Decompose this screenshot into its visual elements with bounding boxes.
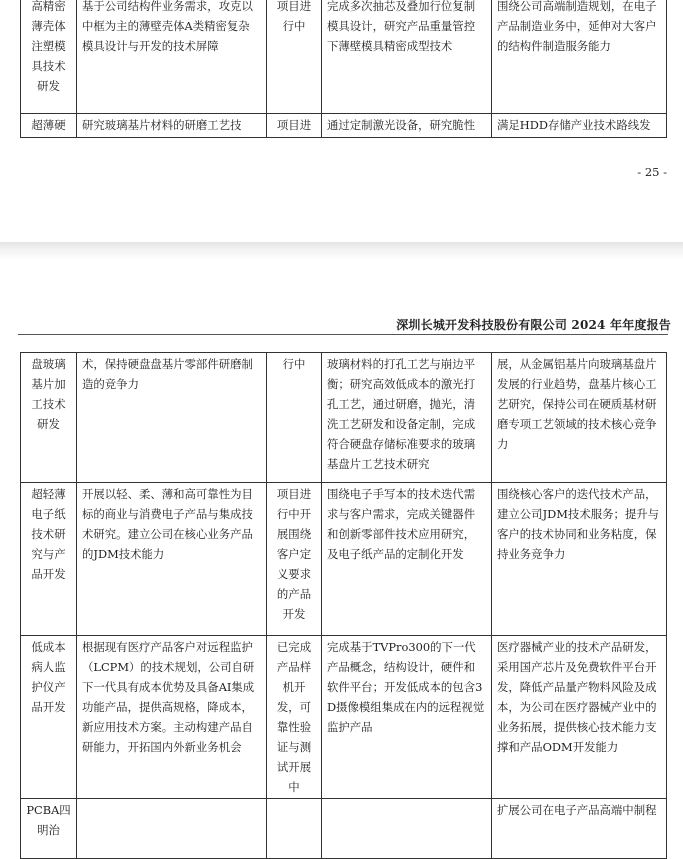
project-progress-cell: 围绕电子手写本的技术迭代需求与客户需求，完成关键器件和创新零部件技术应用研究，及电子纸产品的定制化开发 xyxy=(322,483,492,636)
table-row xyxy=(21,483,667,636)
project-status-cell: 行中 xyxy=(267,353,322,483)
project-progress-cell: 玻璃材料的打孔工艺与崩边平衡；研究高效低成本的激光打孔工艺，通过研磨，抛光，清洗工艺研发和设备定制，完成符合硬盘存储标准要求的玻璃基盘片工艺技术研究 xyxy=(322,353,492,483)
project-status-cell: 项目进行中开展围绕客户定义要求的产品开发 xyxy=(267,483,322,636)
header-rule xyxy=(18,334,668,335)
project-name-cell: PCBA四明治 xyxy=(21,799,77,859)
table-row xyxy=(21,353,667,483)
project-goal-cell: 研究玻璃基片材料的研磨工艺技 xyxy=(77,114,267,138)
project-name-cell: 超轻薄电子纸技术研究与产品开发 xyxy=(21,483,77,636)
project-status-cell xyxy=(267,799,322,859)
project-impact-cell: 满足HDD存储产业技术路线发 xyxy=(492,114,667,138)
project-goal-cell: 术，保持硬盘盘基片零部件研磨制造的竞争力 xyxy=(77,353,267,483)
project-status-cell: 项目进行中 xyxy=(267,0,322,114)
project-impact-cell: 围绕公司高端制造规划，在电子产品制造业务中，延伸对大客户的结构件制造服务能力 xyxy=(492,0,667,114)
rd-projects-table-page-26 xyxy=(20,352,667,859)
project-name-cell: 低成本病人监护仪产品开发 xyxy=(21,636,77,799)
project-impact-cell: 围绕核心客户的迭代技术产品，建立公司JDM技术服务；提升与客户的技术协同和业务粘度，保持业务竞争力 xyxy=(492,483,667,636)
project-goal-cell: 基于公司结构件业务需求，攻克以中框为主的薄壁壳体A类精密复杂模具设计与开发的技术屏障 xyxy=(77,0,267,114)
project-status-cell: 已完成产品样机开发，可靠性验证与测试开展中 xyxy=(267,636,322,799)
page-number: - 25 - xyxy=(637,165,667,179)
page-25 xyxy=(0,0,683,242)
project-goal-cell xyxy=(77,799,267,859)
table-row xyxy=(21,799,667,859)
project-progress-cell xyxy=(322,799,492,859)
project-impact-cell: 医疗器械产业的技术产品研发，采用国产芯片及免费软件平台开发，降低产品量产物料风险及成本，为公司在医疗器械产业中的业务拓展，提供核心技术能力支撑和产品ODM开发能力 xyxy=(492,636,667,799)
project-impact-cell: 扩展公司在电子产品高端中制程 xyxy=(492,799,667,859)
project-status-cell: 项目进 xyxy=(267,114,322,138)
table-row xyxy=(21,0,667,114)
project-name-cell: 高精密薄壳体注塑模具技术研发 xyxy=(21,0,77,114)
project-goal-cell: 根据现有医疗产品客户对远程监护（LCPM）的技术规划，公司自研下一代具有成本优势及具备AI集成功能产品，提供高规格，降成本，新应用技术方案。主动构建产品自研能力，开拓国内外新业务机会 xyxy=(77,636,267,799)
page-gap xyxy=(0,242,683,260)
table-row xyxy=(21,636,667,799)
project-progress-cell: 完成多次抽芯及叠加行位复制模具设计，研究产品重量管控下薄壁模具精密成型技术 xyxy=(322,0,492,114)
project-impact-cell: 展，从金属铝基片向玻璃基盘片发展的行业趋势，盘基片核心工艺研究，保持公司在硬质基材研磨专项工艺领域的技术核心竞争力 xyxy=(492,353,667,483)
project-name-cell: 超薄硬 xyxy=(21,114,77,138)
report-header: 深圳长城开发科技股份有限公司 2024 年年度报告 xyxy=(396,318,671,332)
table-row xyxy=(21,114,667,138)
project-progress-cell: 通过定制激光设备，研究脆性 xyxy=(322,114,492,138)
project-progress-cell: 完成基于TVPro300的下一代产品概念，结构设计，硬件和软件平台；开发低成本的包含3D摄像模组集成在内的远程视觉监护产品 xyxy=(322,636,492,799)
rd-projects-table-page-25 xyxy=(20,0,667,138)
project-goal-cell: 开展以轻、柔、薄和高可靠性为目标的商业与消费电子产品与集成技术研究。建立公司在核心业务产品的JDM技术能力 xyxy=(77,483,267,636)
project-name-cell: 盘玻璃基片加工技术研发 xyxy=(21,353,77,483)
